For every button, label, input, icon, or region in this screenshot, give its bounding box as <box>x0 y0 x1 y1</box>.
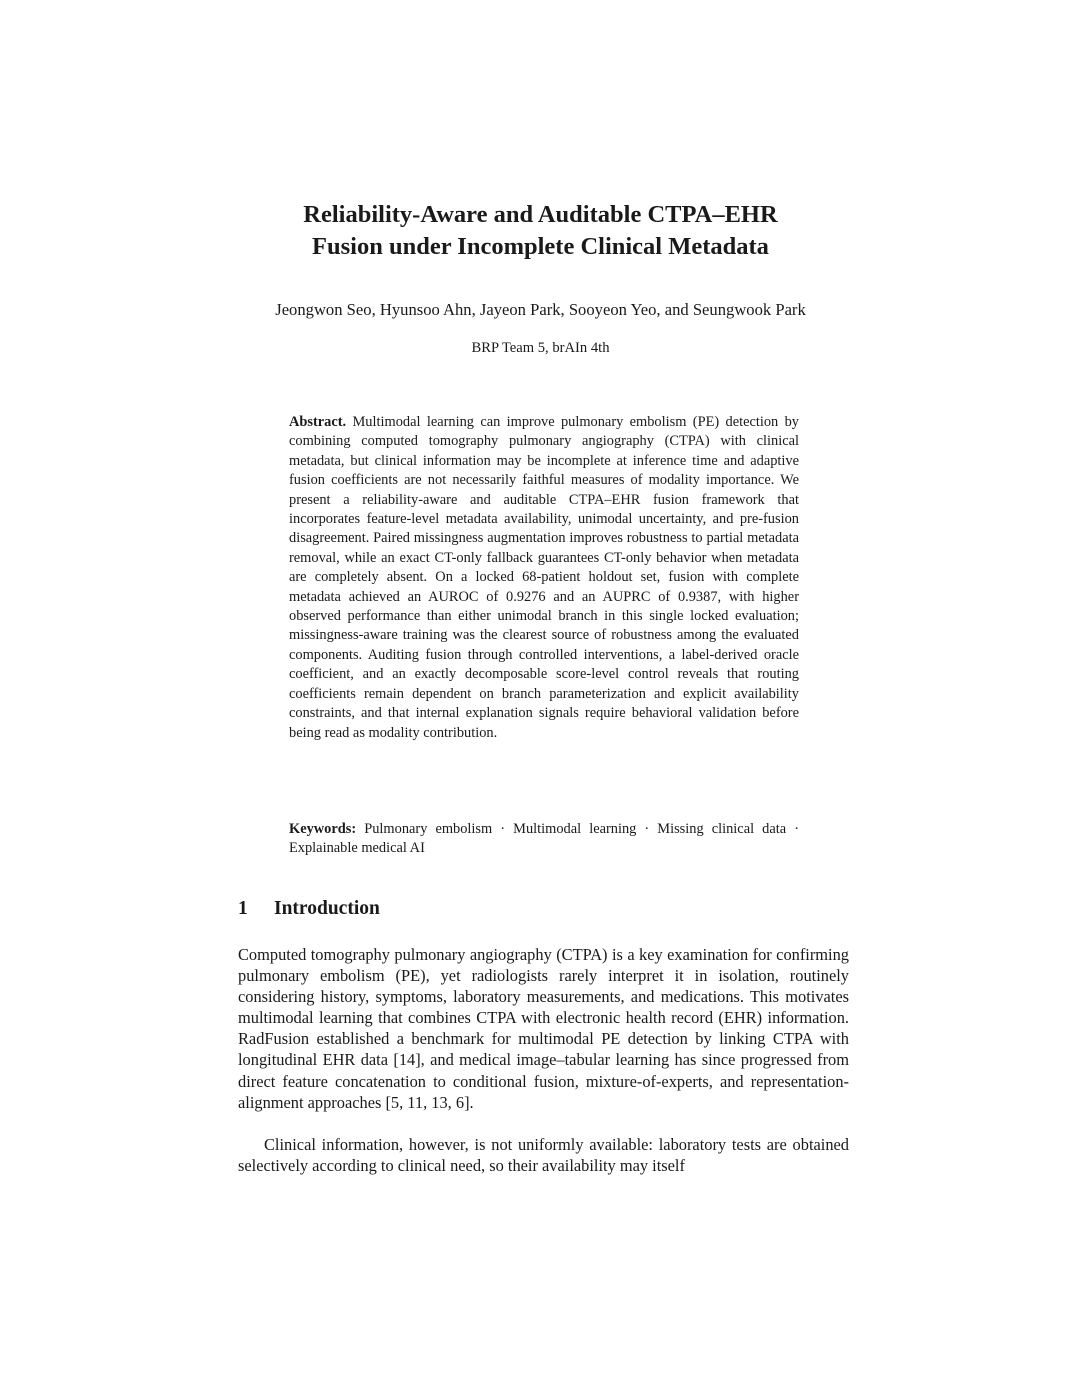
paper-title <box>150 199 931 263</box>
abstract <box>289 413 799 743</box>
paper-title-line-1: Reliability-Aware and Auditable CTPA–EHR <box>303 201 778 228</box>
section-heading-introduction <box>238 896 380 922</box>
keywords-label: Keywords: <box>289 821 357 837</box>
section-number: 1 <box>238 898 248 919</box>
author-list: Jeongwon Seo, Hyunsoo Ahn, Jayeon Park, Sooyeon Yeo, and Seungwook Park <box>275 300 806 319</box>
keywords-text: Pulmonary embolism · Multimodal learning · Missing clinical data · Explainable medical AI <box>289 821 799 857</box>
body-paragraph-1: Computed tomography pulmonary angiography (CTPA) is a key examination for confirming pulmonary embolism (PE), yet radiologists rarely interpret it in isolation, routinely considering history, symptoms, laboratory measurements, and medications. This motivates multimodal learning that combines CTPA with electronic health record (EHR) information. RadFusion established a benchmark for multimodal PE detection by linking CTPA with longitudinal EHR data [14], and medical image–tabular learning has since progressed from direct feature concatenation to conditional fusion, mixture-of-experts, and representation-alignment approaches [5, 11, 13, 6]. <box>238 945 849 1112</box>
affiliation: BRP Team 5, brAIn 4th <box>471 340 610 356</box>
abstract-label: Abstract. <box>289 414 347 430</box>
body-paragraph-2: Clinical information, however, is not uniformly available: laboratory tests are obtained selectively according to clinical need, so their availability may itself <box>238 1135 849 1176</box>
paper-title-line-2: Fusion under Incomplete Clinical Metadata <box>312 233 769 260</box>
abstract-text: Multimodal learning can improve pulmonary embolism (PE) detection by combining computed tomography pulmonary angiography (CTPA) with clinical metadata, but clinical information may be incomplete at inference time and adaptive fusion coefficients are not necessarily faithful measures of modality importance. We present a reliability-aware and auditable CTPA–EHR fusion framework that incorporates feature-level metadata availability, unimodal uncertainty, and pre-fusion disagreement. Paired missingness augmentation improves robustness to partial metadata removal, while an exact CT-only fallback guarantees CT-only behavior when metadata are completely absent. On a locked 68-patient holdout set, fusion with complete metadata achieved an AUROC of 0.9276 and an AUPRC of 0.9387, with higher observed performance than either unimodal branch in this single locked evaluation; missingness-aware training was the clearest source of robustness among the evaluated components. Auditing fusion through controlled interventions, a label-derived oracle coefficient, and an exactly decomposable score-level control reveals that routing coefficients remain dependent on branch parameterization and explicit availability constraints, and that internal explanation signals require behavioral validation before being read as modality contribution. <box>289 414 799 741</box>
keywords <box>289 820 799 859</box>
section-title: Introduction <box>274 898 380 919</box>
